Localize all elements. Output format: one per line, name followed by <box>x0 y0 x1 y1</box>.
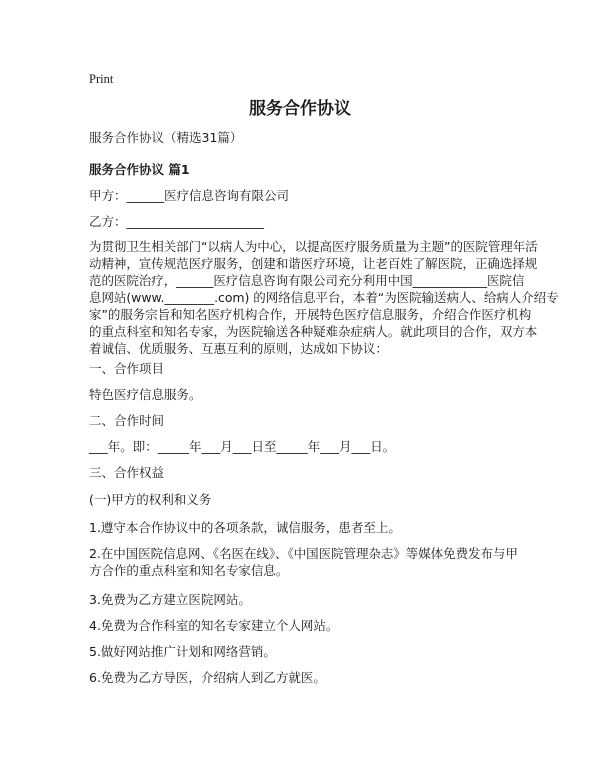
clause-3: 3.免费为乙方建立医院网站。 <box>89 592 251 607</box>
clause-2 <box>89 545 521 579</box>
item3-subheading: (一)甲方的权利和义务 <box>89 492 212 507</box>
item2-heading: 二、合作时间 <box>89 413 165 428</box>
item3-heading: 三、合作权益 <box>89 465 165 480</box>
party-b-line: 乙方：______________________ <box>89 214 265 229</box>
intro-line: 家”的服务宗旨和知名医疗机构合作，开展特色医疗信息服务，介绍合作医疗机构 <box>89 307 532 322</box>
clause-6: 6.免费为乙方导医，介绍病人到乙方就医。 <box>89 670 326 685</box>
clause-2-line: 方合作的重点科室和知名专家信息。 <box>89 563 289 578</box>
intro-line: 息网站(www.________.com) 的网络信息平台，本着“为医院输送病人、给病人介绍专 <box>89 290 559 305</box>
party-a-line: 甲方：______医疗信息咨询有限公司 <box>89 188 290 203</box>
section-heading: 服务合作协议 篇1 <box>89 162 190 177</box>
intro-line: 着诚信、优质服务、互惠互利的原则，达成如下协议： <box>89 341 388 356</box>
item1-heading: 一、合作项目 <box>89 361 165 376</box>
document-title: 服务合作协议 <box>249 99 351 119</box>
intro-paragraph <box>89 238 559 357</box>
print-label: Print <box>89 72 114 86</box>
intro-line: 动精神，宣传规范医疗服务，创建和谐医疗环境，让老百姓了解医院，正确选择规 <box>89 256 538 271</box>
intro-line: 为贯彻卫生相关部门“以病人为中心，以提高医疗服务质量为主题”的医院管理年活 <box>89 239 538 254</box>
document-subtitle: 服务合作协议（精选31篇） <box>89 130 243 145</box>
clause-5: 5.做好网站推广计划和网络营销。 <box>89 644 276 659</box>
intro-line: 范的医院治疗，______医疗信息咨询有限公司充分利用中国____________医院信 <box>89 273 525 288</box>
item2-content: ___年。即：_____年___月___日至_____年___月___日。 <box>89 439 396 454</box>
clause-2-line: 2.在中国医院信息网、《名医在线》、《中国医院管理杂志》等媒体免费发布与甲 <box>89 546 518 561</box>
intro-line: 的重点科室和知名专家，为医院输送各种疑难杂症病人。就此项目的合作，双方本 <box>89 324 538 339</box>
clause-4: 4.免费为合作科室的知名专家建立个人网站。 <box>89 618 339 633</box>
clause-1: 1.遵守本合作协议中的各项条款，诚信服务，患者至上。 <box>89 520 401 535</box>
item1-content: 特色医疗信息服务。 <box>89 387 202 402</box>
